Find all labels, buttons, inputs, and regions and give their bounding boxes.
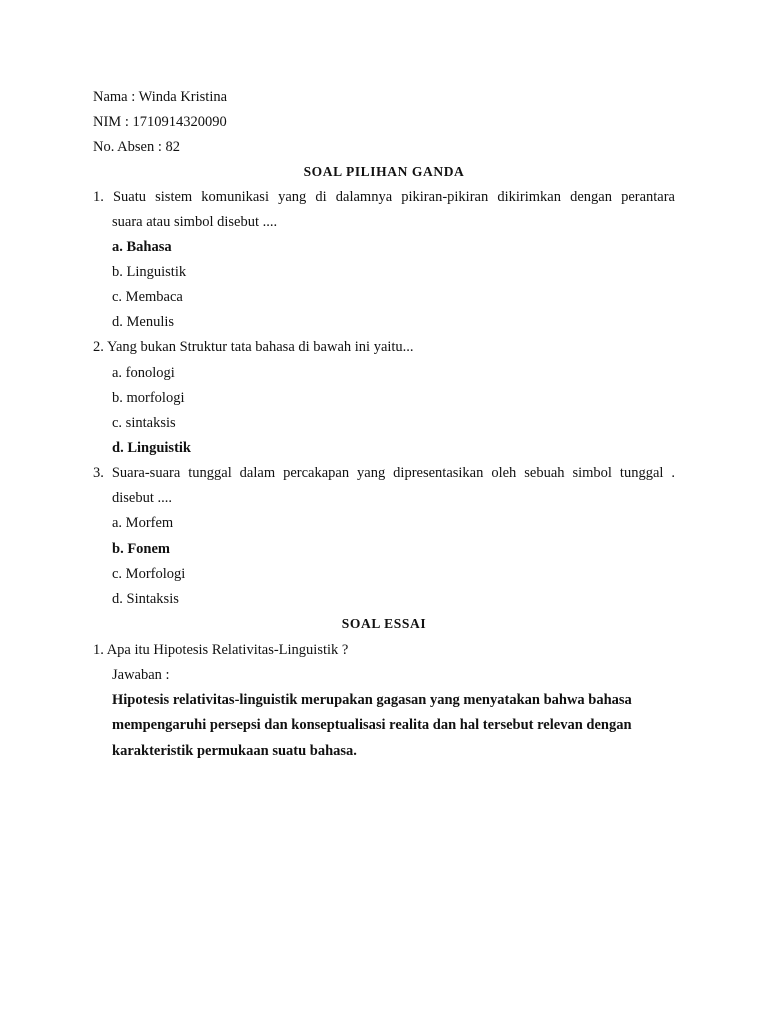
question-1-option-b: b. Linguistik: [112, 264, 187, 280]
student-absen: No. Absen : 82: [93, 139, 180, 155]
mc-section-title: SOAL PILIHAN GANDA: [303, 164, 465, 179]
student-name: Nama : Winda Kristina: [93, 89, 228, 105]
question-3-text-line1: 3. Suara-suara tunggal dalam percakapan yang dipresentasikan oleh sebuah simbol tunggal .: [93, 465, 675, 481]
question-3-text-line2: disebut ....: [112, 490, 173, 506]
question-2-option-b: b. morfologi: [112, 390, 185, 406]
essay-question-1: 1. Apa itu Hipotesis Relativitas-Linguistik ?: [93, 642, 349, 658]
question-3-option-a: a. Morfem: [112, 515, 174, 531]
question-3-option-d: d. Sintaksis: [112, 591, 179, 607]
question-3-option-b: b. Fonem: [112, 541, 170, 557]
student-nim: NIM : 1710914320090: [93, 114, 227, 130]
question-2-option-c: c. sintaksis: [112, 415, 176, 431]
question-1-option-c: c. Membaca: [112, 289, 183, 305]
question-2-option-a: a. fonologi: [112, 365, 175, 381]
essay-section-title: SOAL ESSAI: [341, 616, 427, 631]
question-2-text: 2. Yang bukan Struktur tata bahasa di bawah ini yaitu...: [93, 339, 414, 355]
essay-answer-line-1: Hipotesis relativitas-linguistik merupakan gagasan yang menyatakan bahwa bahasa: [112, 692, 632, 708]
question-1-text-line2: suara atau simbol disebut ....: [112, 214, 278, 230]
essay-answer-line-3: karakteristik permukaan suatu bahasa.: [112, 743, 357, 759]
question-1-option-d: d. Menulis: [112, 314, 175, 330]
question-1-option-a: a. Bahasa: [112, 239, 172, 255]
essay-answer-label: Jawaban :: [112, 667, 170, 683]
essay-answer-line-2: mempengaruhi persepsi dan konseptualisasi realita dan hal tersebut relevan dengan: [112, 717, 632, 733]
question-1-text-line1: 1. Suatu sistem komunikasi yang di dalamnya pikiran-pikiran dikirimkan dengan perantara: [93, 189, 675, 205]
question-3-option-c: c. Morfologi: [112, 566, 186, 582]
question-2-option-d: d. Linguistik: [112, 440, 191, 456]
